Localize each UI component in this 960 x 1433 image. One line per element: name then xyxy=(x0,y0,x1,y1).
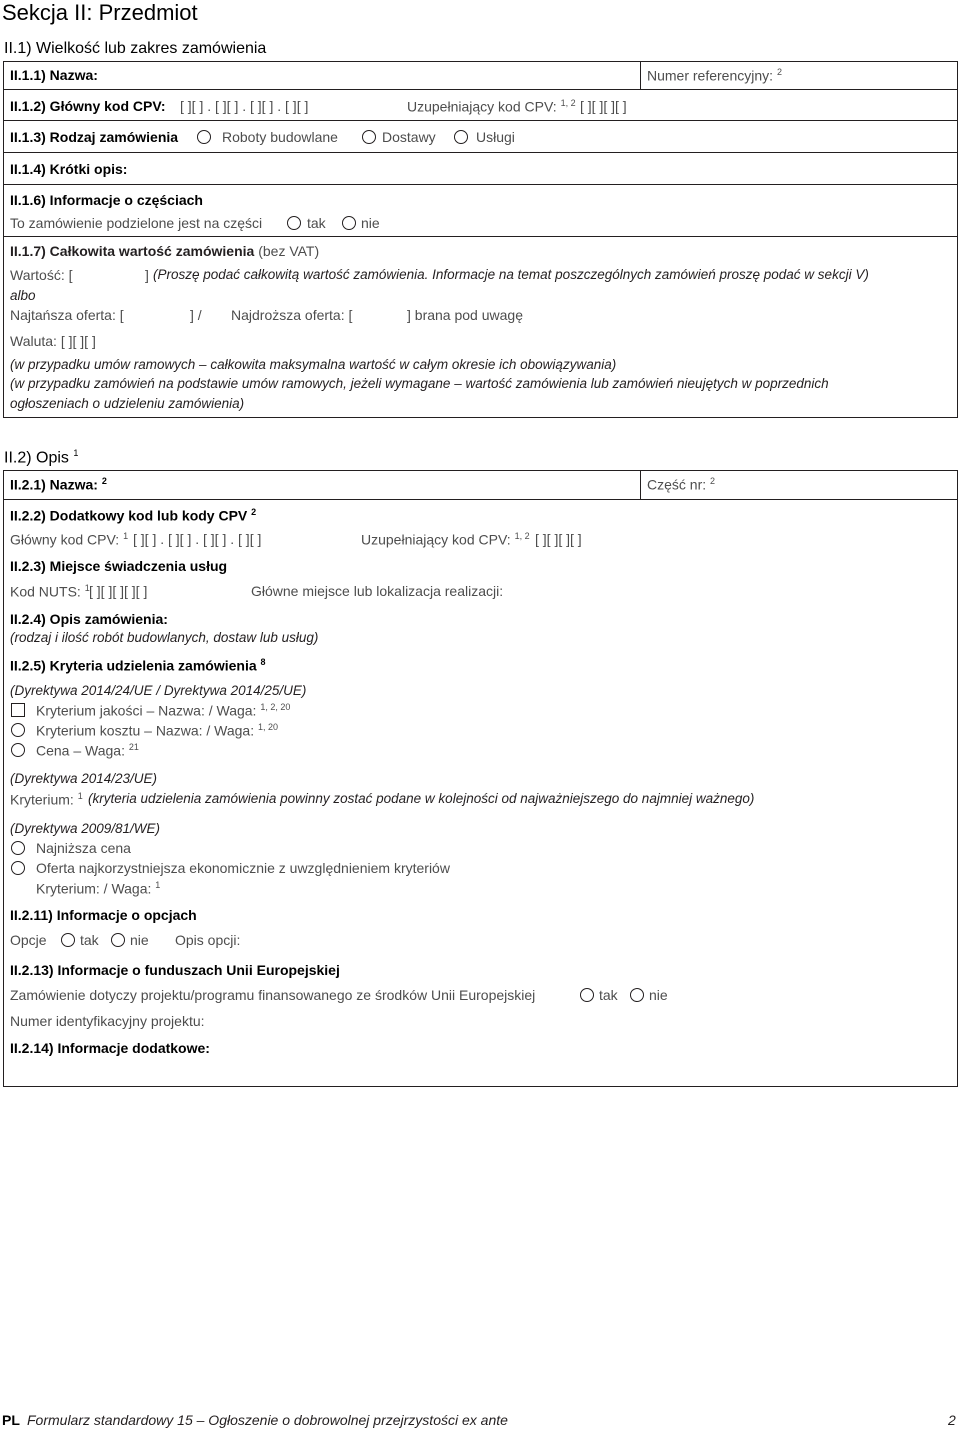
radio-eu-yes[interactable] xyxy=(580,988,594,1002)
parts-no-label: nie xyxy=(361,215,380,231)
ii2-name-label: II.2.1) Nazwa: $^2$ xyxy=(10,476,107,493)
eu-funds-heading: II.2.13) Informacje o funduszach Unii Europejskiej xyxy=(10,962,340,978)
crit-cost-label: Kryterium kosztu – Nazwa: / Waga: $^{1, 20}$ xyxy=(36,722,279,739)
criterion-note: (kryteria udzielenia zamówienia powinny zostać podane w kolejności od najważniejszego do najmniej ważnego) xyxy=(88,791,755,806)
highest-close: ] brana pod uwagę xyxy=(407,307,523,323)
section-title: Sekcja II: Przedmiot xyxy=(2,0,198,25)
radio-options-no[interactable] xyxy=(111,933,125,947)
best-offer-label: Oferta najkorzystniejsza ekonomicznie z uwzględnieniem kryteriów xyxy=(36,860,450,876)
name-label: II.1.1) Nazwa: xyxy=(10,67,98,83)
cpv-label: II.1.2) Główny kod CPV: xyxy=(10,98,166,114)
radio-roboty[interactable] xyxy=(197,130,211,144)
radio-best-offer[interactable] xyxy=(11,861,25,875)
ii2-cpv-main-label: Główny kod CPV: $^1$ xyxy=(10,531,129,548)
note-framework-orders: (w przypadku zamówień na podstawie umów ramowych, jeżeli wymagane – wartość zamówienia lub zamówień nieujętych w poprzednich xyxy=(10,376,829,391)
criterion-weight-label: Kryterium: / Waga: $^1$ xyxy=(36,880,161,897)
place-heading: II.2.3) Miejsce świadczenia usług xyxy=(10,558,228,574)
place-main-label: Główne miejsce lub lokalizacja realizacji: xyxy=(251,583,504,599)
radio-dostawy[interactable] xyxy=(362,130,376,144)
radio-price-criterion[interactable] xyxy=(11,743,25,757)
ii2-cpv-supp-label: Uzupełniający kod CPV: $^{1, 2}$ xyxy=(361,531,530,548)
eu-funds-question: Zamówienie dotyczy projektu/programu finansowanego ze środków Unii Europejskiej xyxy=(10,987,536,1003)
nuts-brackets[interactable]: [ ][ ][ ][ ][ ] xyxy=(89,583,148,599)
value-label: II.1.7) Całkowita wartość zamówienia (bez VAT) xyxy=(10,243,320,259)
desc-note: (rodzaj i ilość robót budowlanych, dostaw lub usług) xyxy=(10,630,319,645)
section-heading-ii1: II.1) Wielkość lub zakres zamówienia xyxy=(4,40,267,57)
part-number-label: Część nr: $^2$ xyxy=(647,476,716,493)
value-note: (Proszę podać całkowitą wartość zamówienia. Informacje na temat poszczególnych zamówień proszę podać w sekcji V) xyxy=(153,267,869,282)
desc-label: II.1.4) Krótki opis: xyxy=(10,161,128,177)
radio-lowest-price[interactable] xyxy=(11,841,25,855)
nuts-label: Kod NUTS: $^1$ xyxy=(10,583,90,600)
lowest-price-label: Najniższa cena xyxy=(36,840,131,856)
directive-2014-23: (Dyrektywa 2014/23/UE) xyxy=(10,771,158,786)
value-field[interactable]: Wartość: [ xyxy=(10,267,73,283)
highest-offer[interactable]: Najdroższa oferta: [ xyxy=(231,307,353,323)
note-framework: (w przypadku umów ramowych – całkowita maksymalna wartość w całym okresie ich obowiązywania) xyxy=(10,357,617,372)
type-label: II.1.3) Rodzaj zamówienia xyxy=(10,129,179,145)
ref-label: Numer referencyjny: $^2$ xyxy=(647,67,782,84)
divider xyxy=(3,184,958,185)
radio-eu-no[interactable] xyxy=(630,988,644,1002)
lowest-offer[interactable]: Najtańsza oferta: [ xyxy=(10,307,124,323)
directive-2014-24: (Dyrektywa 2014/24/UE / Dyrektywa 2014/25/UE) xyxy=(10,683,307,698)
directive-2009-81: (Dyrektywa 2009/81/WE) xyxy=(10,821,161,836)
currency-field[interactable]: Waluta: [ ][ ][ ] xyxy=(10,333,96,349)
criterion-label: Kryterium: $^1$ xyxy=(10,791,83,808)
note-framework-orders-cont: ogłoszeniach o udzieleniu zamówienia) xyxy=(10,396,245,411)
desc-heading: II.2.4) Opis zamówienia: xyxy=(10,611,168,627)
section-heading-ii2: II.2) Opis $^1$ xyxy=(4,448,79,467)
radio-uslugi[interactable] xyxy=(454,130,468,144)
divider xyxy=(3,120,958,121)
eu-yes-label: tak xyxy=(599,987,618,1003)
divider xyxy=(640,470,641,499)
cpv-brackets[interactable]: [ ][ ] . [ ][ ] . [ ][ ] . [ ][ ] xyxy=(180,98,309,114)
footer-form-title: Formularz standardowy 15 – Ogłoszenie o dobrowolnej przejrzystości ex ante xyxy=(27,1412,508,1428)
extra-info-heading: II.2.14) Informacje dodatkowe: xyxy=(10,1040,210,1056)
value-close: ] xyxy=(145,267,149,283)
footer-page-number: 2 xyxy=(948,1412,956,1428)
ii2-cpv-supp-brackets[interactable]: [ ][ ][ ][ ] xyxy=(535,531,582,547)
divider xyxy=(3,152,958,153)
crit-price-label: Cena – Waga: $^{21}$ xyxy=(36,742,139,759)
options-yes-label: tak xyxy=(80,932,99,948)
cpv-extra-heading: II.2.2) Dodatkowy kod lub kody CPV $^2$ xyxy=(10,507,257,524)
parts-question: To zamówienie podzielone jest na części xyxy=(10,215,263,231)
project-id-label: Numer identyfikacyjny projektu: xyxy=(10,1013,205,1029)
type-opt-dostawy: Dostawy xyxy=(382,129,436,145)
divider xyxy=(3,499,958,500)
type-opt-roboty: Roboty budowlane xyxy=(222,129,338,145)
parts-yes-label: tak xyxy=(307,215,326,231)
footer-lang: PL xyxy=(2,1412,20,1428)
divider xyxy=(3,89,958,90)
lowest-close: ] / xyxy=(190,307,202,323)
options-no-label: nie xyxy=(130,932,149,948)
checkbox-quality-criterion[interactable] xyxy=(11,703,25,717)
radio-cost-criterion[interactable] xyxy=(11,723,25,737)
divider xyxy=(3,236,958,237)
options-label: Opcje xyxy=(10,932,47,948)
radio-parts-yes[interactable] xyxy=(287,216,301,230)
or-label: albo xyxy=(10,288,36,303)
type-opt-uslugi: Usługi xyxy=(476,129,515,145)
criteria-heading: II.2.5) Kryteria udzielenia zamówienia $^8$ xyxy=(10,657,266,674)
ii2-cpv-main-brackets[interactable]: [ ][ ] . [ ][ ] . [ ][ ] . [ ][ ] xyxy=(133,531,262,547)
radio-parts-no[interactable] xyxy=(342,216,356,230)
divider xyxy=(640,61,641,89)
radio-options-yes[interactable] xyxy=(61,933,75,947)
options-heading: II.2.11) Informacje o opcjach xyxy=(10,907,197,923)
cpv-supp-label: Uzupełniający kod CPV: $^{1, 2}$ xyxy=(407,98,576,115)
cpv-supp-brackets[interactable]: [ ][ ][ ][ ] xyxy=(580,98,627,114)
eu-no-label: nie xyxy=(649,987,668,1003)
options-desc-label: Opis opcji: xyxy=(175,932,241,948)
crit-quality-label: Kryterium jakości – Nazwa: / Waga: $^{1, 2, 20}$ xyxy=(36,702,291,719)
parts-label: II.1.6) Informacje o częściach xyxy=(10,192,203,208)
